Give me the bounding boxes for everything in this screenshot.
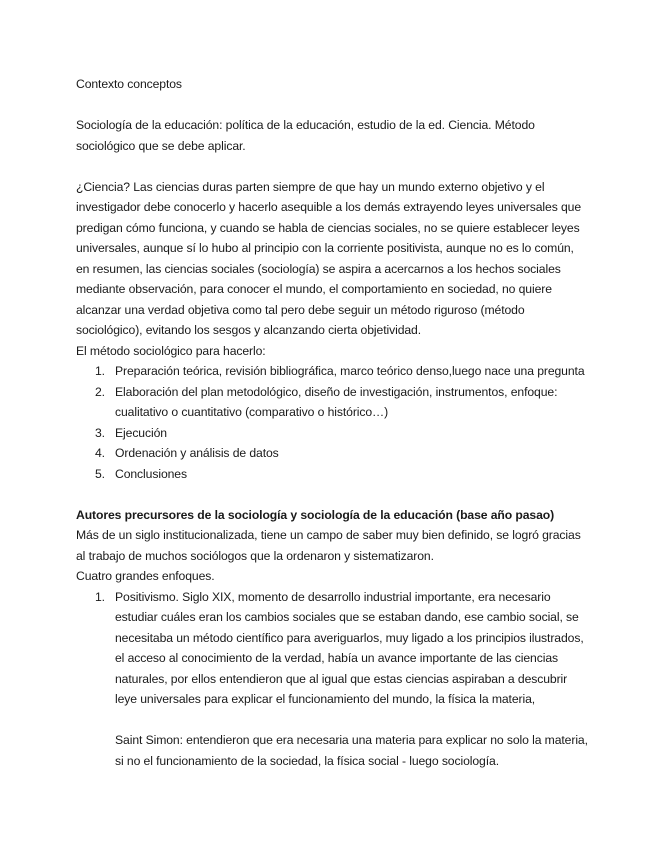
list-text: Ordenación y análisis de datos [115, 446, 279, 460]
spacer [76, 156, 588, 177]
list-item [76, 382, 588, 423]
list-text: Preparación teórica, revisión bibliográfica, marco teórico denso,luego nace una pregunta [115, 364, 585, 378]
list-item [76, 464, 588, 485]
list-number: 5. [95, 466, 105, 481]
list-number: 1. [95, 364, 105, 378]
list-text: Positivismo. Siglo XIX, momento de desarrollo industrial importante, era necesario estudiar cuáles eran los cambios sociales que se estaban dando, ese cambio social, se necesitaba un método científico para averiguarlos, muy ligado a los principios ilustrados, el acceso al conocimiento de la verdad, había un avance importante de las ciencias naturales, por ellos entendieron que al igual que estas ciencias aspiraban a descubrir leye universales para explicar el funcionamiento del mundo, la física la materia, [115, 589, 584, 706]
autores-paragraph: Más de un siglo institucionalizada, tiene un campo de saber muy bien definido, se logró gracias al trabajo de muchos sociólogos que la ordenaron y sistematizaron. [76, 528, 581, 563]
document-title: Contexto conceptos [76, 77, 182, 91]
ciencia-paragraph: ¿Ciencia? Las ciencias duras parten siempre de que hay un mundo externo objetivo y el investigador debe conocerlo y hacerlo asequible a los demás extrayendo leyes universales que predigan cómo funciona, y cuando se habla de ciencias sociales, no se quiere establecer leyes universales, aunque sí lo hubo al principio con la corriente positivista, aunque no es lo común, en resumen, las ciencias sociales (sociología) se aspira a acercarnos a los hechos sociales mediante observación, para conocer el mundo, el comportamiento en sociedad, no quiere alcanzar una verdad objetiva como tal pero debe seguir un método riguroso (método sociológico), evitando los sesgos y alcanzando cierta objetividad. [76, 179, 582, 337]
intro-paragraph: Sociología de la educación: política de la educación, estudio de la ed. Ciencia. Método sociológico que se debe aplicar. [76, 118, 535, 153]
list-text: Conclusiones [115, 466, 187, 481]
list-item [76, 587, 588, 772]
enfoques-list [76, 587, 588, 772]
list-item [76, 361, 588, 382]
list-subtext: Saint Simon: entendieron que era necesaria una materia para explicar no solo la materia, si no el funcionamiento de la sociedad, la física social - luego sociología. [115, 733, 588, 768]
list-number: 1. [95, 589, 105, 604]
enfoques-intro: Cuatro grandes enfoques. [76, 569, 215, 583]
spacer [76, 484, 588, 505]
list-text: Ejecución [115, 425, 167, 440]
list-number: 2. [95, 384, 105, 399]
metodo-steps-list [76, 361, 588, 484]
list-number: 3. [95, 425, 105, 440]
metodo-intro: El método sociológico para hacerlo: [76, 343, 266, 358]
spacer [76, 95, 588, 116]
list-text: Elaboración del plan metodológico, diseño de investigación, instrumentos, enfoque: cualitativo o cuantitativo (comparativo o histórico…) [115, 384, 558, 419]
list-item [76, 423, 588, 444]
spacer [115, 710, 588, 731]
list-item [76, 443, 588, 464]
list-number: 4. [95, 446, 105, 460]
document-body [76, 74, 588, 771]
section-heading: Autores precursores de la sociología y sociología de la educación (base año pasao) [76, 507, 555, 522]
